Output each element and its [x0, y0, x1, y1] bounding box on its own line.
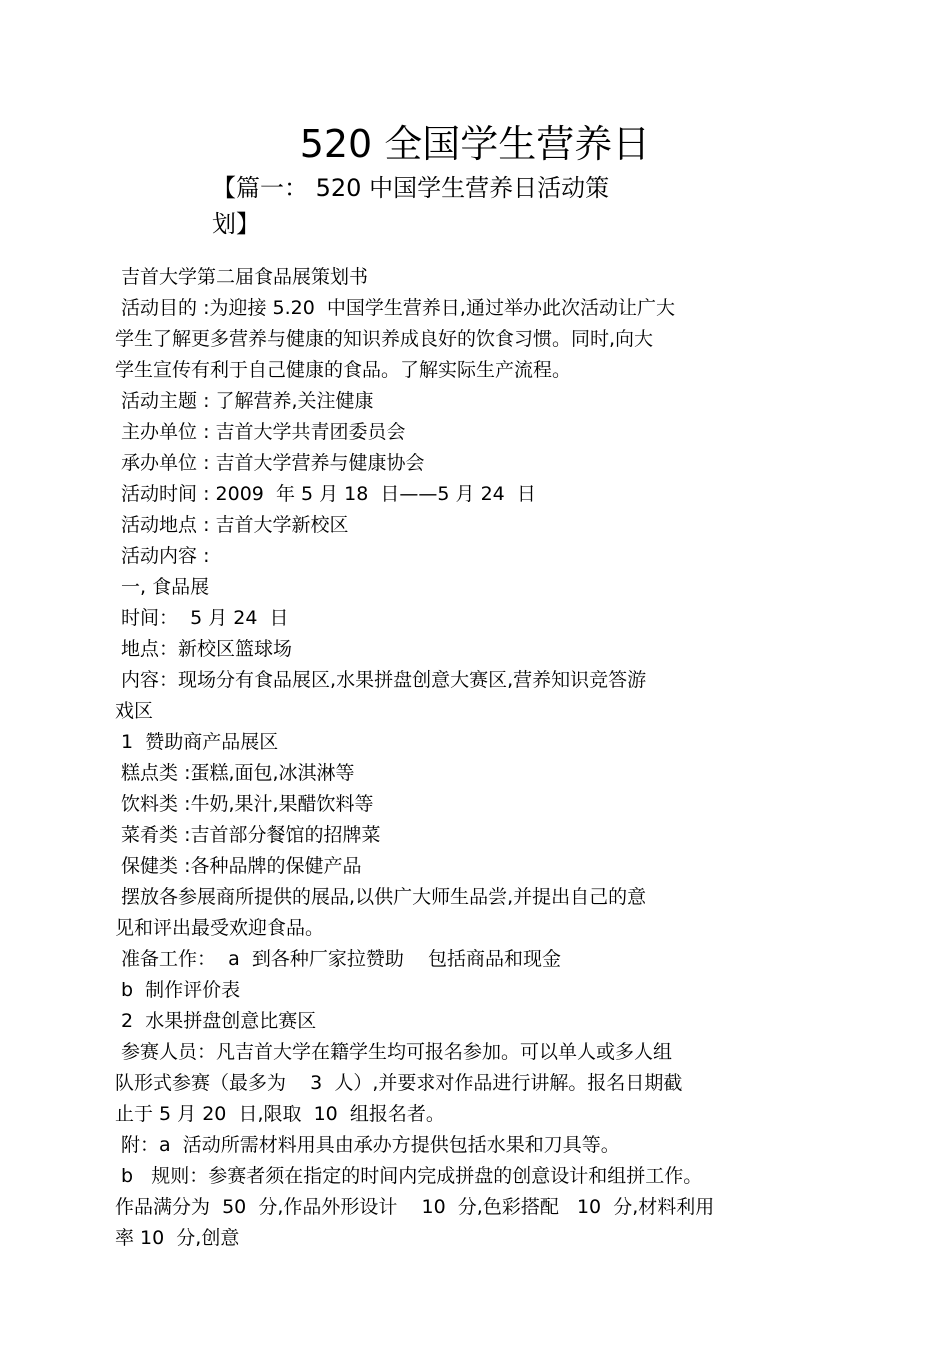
- body-text-line: 参赛人员：凡吉首大学在籍学生均可报名参加。可以单人或多人组: [115, 1041, 673, 1063]
- body-text-line: 作品满分为 50 分,作品外形设计 10 分,色彩搭配 10 分,材料利用: [115, 1196, 715, 1218]
- body-text-line: b 规则：参赛者须在指定的时间内完成拼盘的创意设计和组拼工作。: [115, 1165, 703, 1187]
- body-text-line: 止于 5 月 20 日,限取 10 组报名者。: [115, 1103, 445, 1125]
- body-text-line: 率 10 分,创意: [115, 1227, 240, 1249]
- document-subtitle: [212, 170, 682, 242]
- subtitle-line: 划】: [212, 210, 260, 238]
- body-text-line: 饮料类 :牛奶,果汁,果醋饮料等: [115, 793, 374, 815]
- body-text-line: 2 水果拼盘创意比赛区: [115, 1010, 317, 1032]
- body-text-line: b 制作评价表: [115, 979, 241, 1001]
- body-text-line: 糕点类 :蛋糕,面包,冰淇淋等: [115, 762, 355, 784]
- body-text-line: 主办单位 : 吉首大学共青团委员会: [115, 421, 406, 443]
- body-text-line: 时间： 5 月 24 日: [115, 607, 289, 629]
- body-text-line: 活动时间 : 2009 年 5 月 18 日——5 月 24 日: [115, 483, 536, 505]
- body-text-line: 地点：新校区篮球场: [115, 638, 293, 660]
- body-text-line: 承办单位 : 吉首大学营养与健康协会: [115, 452, 425, 474]
- body-text-line: 1 赞助商产品展区: [115, 731, 279, 753]
- body-text-line: 活动地点 : 吉首大学新校区: [115, 514, 349, 536]
- body-text-line: 吉首大学第二届食品展策划书: [115, 266, 369, 288]
- body-text-line: 活动内容 :: [115, 545, 210, 567]
- body-text-line: 内容：现场分有食品展区,水果拼盘创意大赛区,营养知识竞答游: [115, 669, 647, 691]
- body-text-line: 学生宣传有利于自己健康的食品。了解实际生产流程。: [115, 359, 572, 381]
- body-text-line: 保健类 :各种品牌的保健产品: [115, 855, 362, 877]
- body-text-line: 队形式参赛（最多为 3 人）,并要求对作品进行讲解。报名日期截: [115, 1072, 683, 1094]
- document-body: [115, 262, 815, 1254]
- body-text-line: 活动主题 : 了解营养,关注健康: [115, 390, 374, 412]
- body-text-line: 摆放各参展商所提供的展品,以供广大师生品尝,并提出自己的意: [115, 886, 647, 908]
- body-text-line: 戏区: [115, 700, 154, 722]
- body-text-line: 附：a 活动所需材料用具由承办方提供包括水果和刀具等。: [115, 1134, 620, 1156]
- body-text-line: 学生了解更多营养与健康的知识养成良好的饮食习惯。同时,向大: [115, 328, 654, 350]
- body-text-line: 活动目的 :为迎接 5.20 中国学生营养日,通过举办此次活动让广大: [115, 297, 675, 319]
- document-title: 520 全国学生营养日: [299, 122, 651, 166]
- subtitle-line: 【篇一： 520 中国学生营养日活动策: [212, 174, 610, 202]
- body-text-line: 一, 食品展: [115, 576, 210, 598]
- body-text-line: 准备工作： a 到各种厂家拉赞助 包括商品和现金: [115, 948, 562, 970]
- body-text-line: 菜肴类 :吉首部分餐馆的招牌菜: [115, 824, 381, 846]
- body-text-line: 见和评出最受欢迎食品。: [115, 917, 325, 939]
